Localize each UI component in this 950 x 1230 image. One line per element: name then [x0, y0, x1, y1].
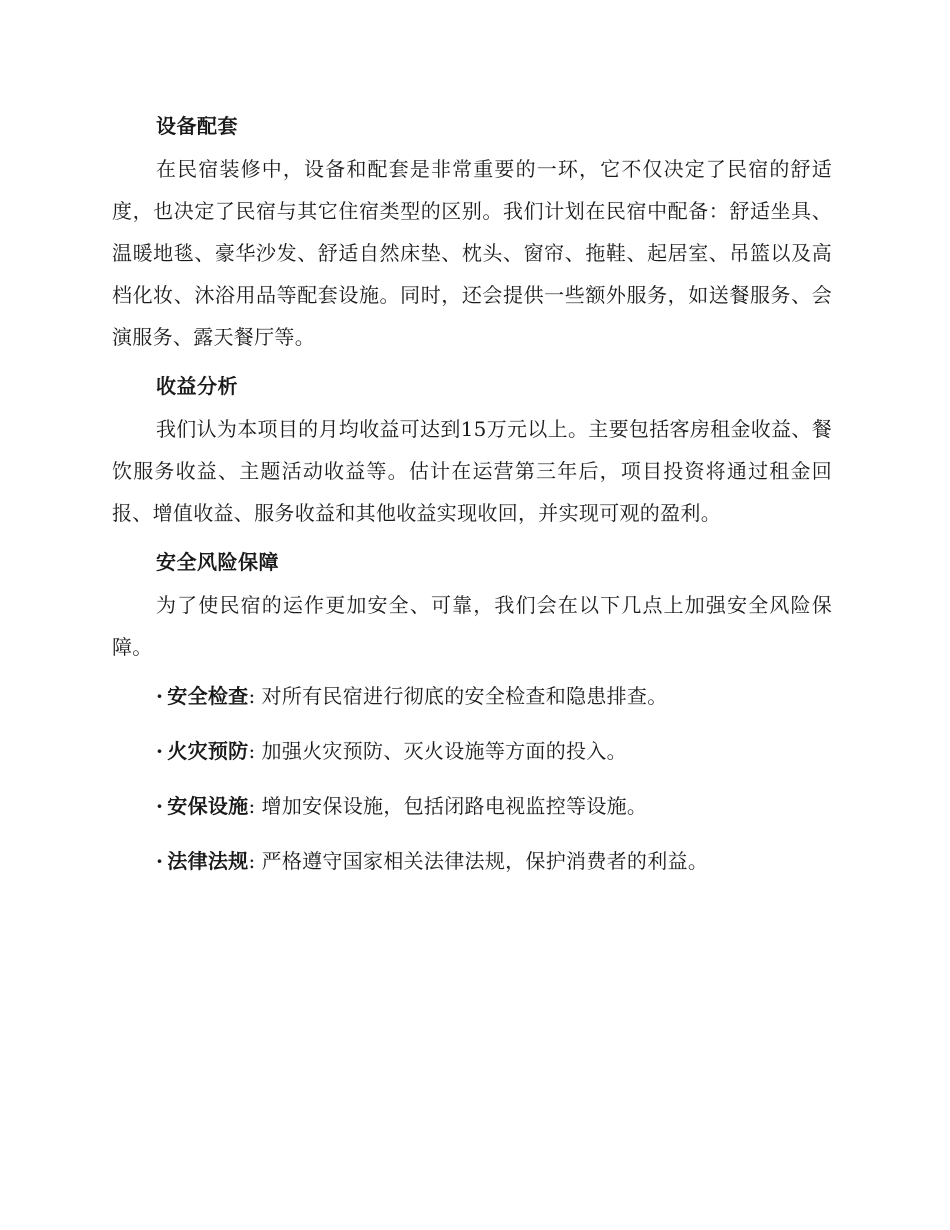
- section-safety: [112, 546, 832, 877]
- list-item: [156, 680, 832, 712]
- list-item: [156, 845, 832, 877]
- bullet-marker: ·: [156, 684, 164, 708]
- bullet-term: 安保设施: [167, 794, 249, 818]
- section-heading: 设备配套: [156, 114, 238, 138]
- bullet-text: 严格遵守国家相关法律法规，保护消费者的利益。: [261, 849, 709, 873]
- bullet-marker: ·: [156, 794, 164, 818]
- bullet-term: 安全检查: [167, 684, 249, 708]
- bullet-colon: :: [248, 794, 256, 818]
- section-heading: 收益分析: [156, 374, 238, 398]
- bullet-text: 增加安保设施，包括闭路电视监控等设施。: [261, 794, 648, 818]
- section-revenue: [112, 370, 832, 534]
- bullet-term: 法律法规: [167, 849, 249, 873]
- section-paragraph: 在民宿装修中，设备和配套是非常重要的一环，它不仅决定了民宿的舒适度，也决定了民宿与其它住宿类型的区别。我们计划在民宿中配备：舒适坐具、温暖地毯、豪华沙发、舒适自然床垫、枕头、窗帘、拖鞋、起居室、吊篮以及高档化妆、沐浴用品等配套设施。同时，还会提供一些额外服务，如送餐服务、会演服务、露天餐厅等。: [112, 157, 832, 349]
- bullet-term: 火灾预防: [167, 739, 249, 763]
- bullet-marker: ·: [156, 849, 164, 873]
- section-paragraph: 我们认为本项目的月均收益可达到15万元以上。主要包括客房租金收益、餐饮服务收益、主题活动收益等。估计在运营第三年后，项目投资将通过租金回报、增值收益、服务收益和其他收益实现收回，并实现可观的盈利。: [112, 417, 832, 525]
- bullet-colon: :: [248, 684, 256, 708]
- bullet-colon: :: [248, 739, 256, 763]
- section-heading: 安全风险保障: [156, 550, 279, 574]
- bullet-text: 对所有民宿进行彻底的安全检查和隐患排查。: [261, 684, 668, 708]
- document-page: [112, 110, 832, 900]
- list-item: [156, 790, 832, 822]
- list-item: [156, 735, 832, 767]
- section-paragraph: 为了使民宿的运作更加安全、可靠，我们会在以下几点上加强安全风险保障。: [112, 593, 832, 659]
- section-equipment: [112, 110, 832, 358]
- bullet-marker: ·: [156, 739, 164, 763]
- bullet-colon: :: [248, 849, 256, 873]
- safety-measures-list: [112, 680, 832, 877]
- bullet-text: 加强火灾预防、灭火设施等方面的投入。: [261, 739, 627, 763]
